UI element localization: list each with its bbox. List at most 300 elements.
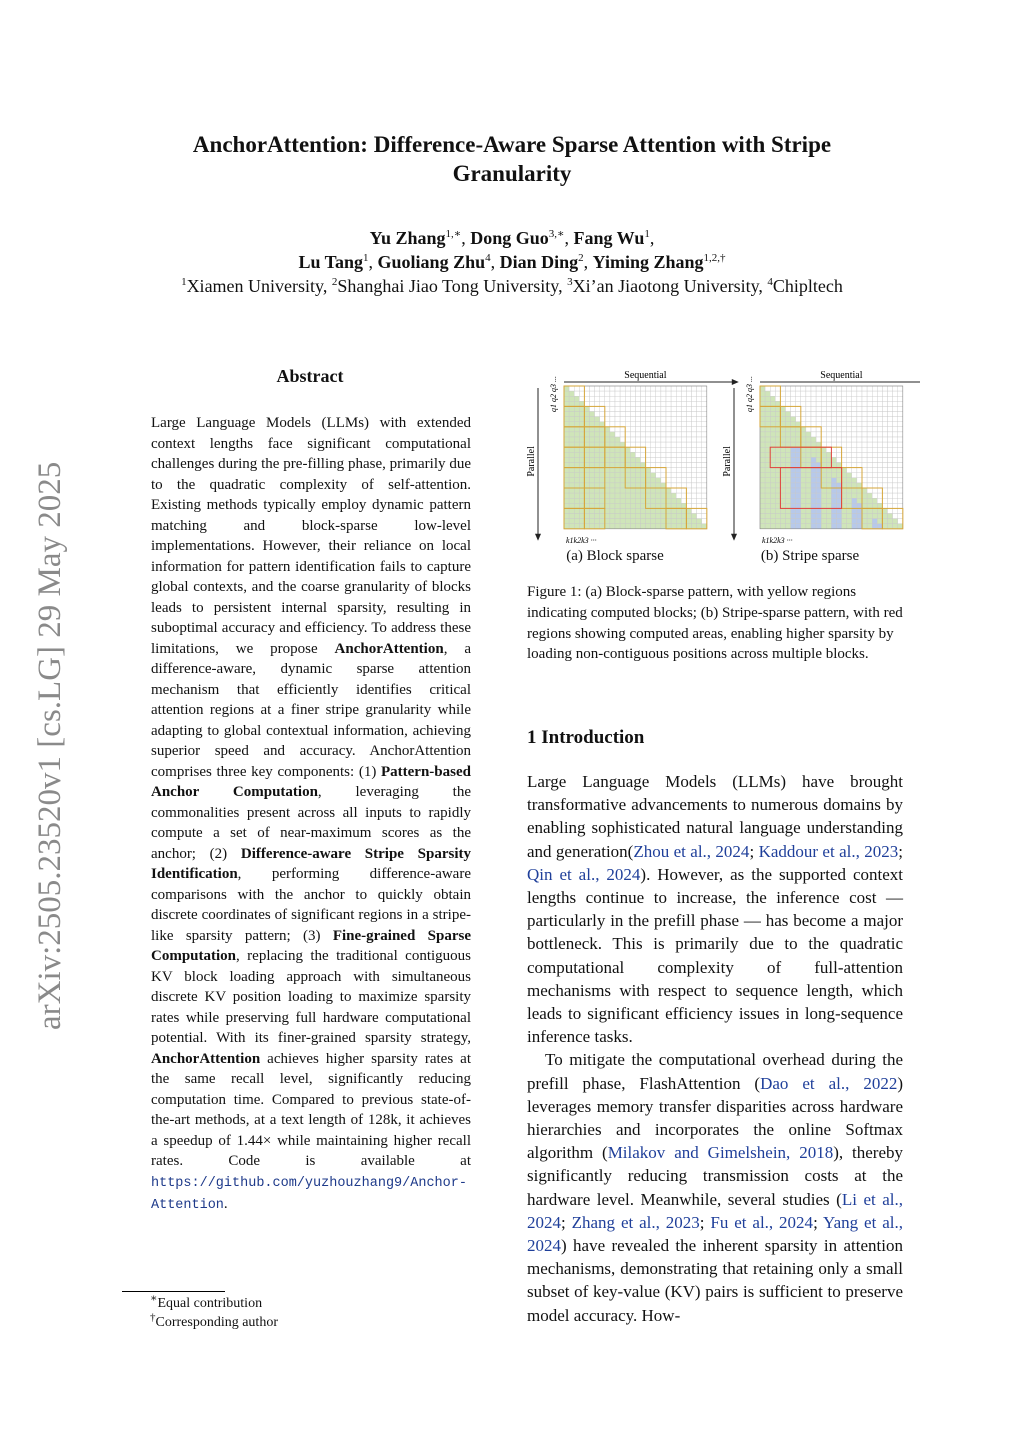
attention-cell xyxy=(857,519,862,524)
attention-cell xyxy=(877,422,882,427)
attention-cell xyxy=(686,519,691,524)
attention-cell xyxy=(821,478,826,483)
attention-cell xyxy=(671,478,676,483)
attention-cell xyxy=(671,483,676,488)
attention-cell xyxy=(801,493,806,498)
attention-cell xyxy=(775,498,780,503)
attention-cell xyxy=(898,473,903,478)
attention-cell xyxy=(666,478,671,483)
attention-cell xyxy=(610,514,615,519)
attention-cell xyxy=(877,488,882,493)
arrow-head xyxy=(731,534,737,541)
attention-cell xyxy=(775,447,780,452)
attention-cell xyxy=(574,498,579,503)
attention-cell xyxy=(584,488,589,493)
attention-cell xyxy=(760,524,765,529)
attention-cell xyxy=(681,442,686,447)
attention-cell xyxy=(686,406,691,411)
abstract-text: Large Language Models (LLMs) with extended context lengths face significant computational challenges during the pre-filling phase, primarily due to the quadratic complexity of self-attention. Existing methods typically employ dynamic pattern matching and block-sparse low-level implementations. However, their reliance on local information for pattern identification fails to capture global contexts, and the coarse granularity of blocks leads to persistent internal sparsity, resulting in suboptimal accuracy and efficiency. To address these limitations, we propose AnchorAttention, a difference-aware, dynamic sparse attention mechanism that efficiently identifies critical attention regions at a finer stripe granularity while adapting to global contextual information, achieving superior speed and accuracy. AnchorAttention comprises three key components: (1) Pattern-based Anchor Computation, leveraging the commonalities present across all inputs to rapidly compute a set of near-maximum scores as the anchor; (2) Difference-aware Stripe Sparsity Identification, performing difference-aware comparisons with the anchor to quickly obtain discrete coordinates of significant regions in a stripe-like sparsity pattern; (3) Fine-grained Sparse Computation, replacing the traditional contiguous KV block loading approach with simultaneous discrete KV position loading to maximize sparsity rates while preserving full hardware computational potential. With its finer-grained sparsity strategy, AnchorAttention achieves higher sparsity rates at the same recall level, significantly reducing computation time. Compared to previous state-of-the-art methods, at a text length of 128k, it achieves a speedup of 1.44× while maintaining higher recall rates. Code is available at https://github.com/yuzhouzhang9/Anchor-Attention. xyxy=(151,415,472,1213)
attention-cell xyxy=(760,442,765,447)
attention-cell xyxy=(786,498,791,503)
attention-cell xyxy=(620,422,625,427)
attention-cell xyxy=(765,524,770,529)
attention-cell xyxy=(877,437,882,442)
attention-cell xyxy=(888,452,893,457)
attention-cell xyxy=(765,442,770,447)
attention-cell xyxy=(697,508,702,513)
attention-cell xyxy=(791,519,796,524)
attention-cell xyxy=(791,417,796,422)
attention-cell xyxy=(676,473,681,478)
attention-cell xyxy=(661,483,666,488)
attention-cell xyxy=(584,452,589,457)
attention-cell xyxy=(641,468,646,473)
attention-cell xyxy=(775,457,780,462)
attention-cell xyxy=(692,396,697,401)
attention-cell xyxy=(686,514,691,519)
attention-cell xyxy=(579,452,584,457)
attention-cell xyxy=(676,457,681,462)
attention-cell xyxy=(770,447,775,452)
attention-cell xyxy=(888,447,893,452)
attention-cell xyxy=(826,417,831,422)
attention-cell xyxy=(857,442,862,447)
attention-cell xyxy=(646,437,651,442)
citation[interactable]: Zhang et al., 2023 xyxy=(571,1212,700,1232)
attention-cell xyxy=(786,437,791,442)
attention-cell xyxy=(826,437,831,442)
attention-cell xyxy=(862,437,867,442)
attention-cell xyxy=(574,503,579,508)
attention-cell xyxy=(791,447,796,452)
attention-cell xyxy=(574,412,579,417)
attention-cell xyxy=(867,498,872,503)
attention-cell xyxy=(862,473,867,478)
attention-cell xyxy=(574,417,579,422)
paper-title: AnchorAttention: Difference-Aware Sparse Attention with Stripe Granularity xyxy=(192,132,832,186)
attention-cell xyxy=(872,422,877,427)
attention-cell xyxy=(816,422,821,427)
attention-cell xyxy=(595,478,600,483)
attention-cell xyxy=(610,519,615,524)
attention-cell xyxy=(837,422,842,427)
attention-cell xyxy=(686,457,691,462)
attention-cell xyxy=(702,412,707,417)
attention-cell xyxy=(656,463,661,468)
attention-cell xyxy=(857,468,862,473)
attention-cell xyxy=(661,401,666,406)
attention-cell xyxy=(595,463,600,468)
attention-cell xyxy=(625,478,630,483)
attention-cell xyxy=(882,406,887,411)
attention-cell xyxy=(888,483,893,488)
attention-cell xyxy=(888,437,893,442)
attention-cell xyxy=(791,473,796,478)
attention-cell xyxy=(765,519,770,524)
attention-cell xyxy=(590,412,595,417)
attention-cell xyxy=(806,483,811,488)
attention-cell xyxy=(630,488,635,493)
attention-cell xyxy=(765,386,770,391)
intro-paragraph: Large Language Models (LLMs) have brought transformative advancements to numerous domains by enabling sophisticated natural language understanding and generation(Zhou et al., 2024; Kaddour et al., 2023; Qin et al., 2024). However, as the supported context lengths continue to increase, the inference cost — particularly in the prefill phase — has become a major bottleneck. This is primarily due to the quadratic computational complexity of full-attention mechanisms with respect to sequence length, which leads to significant efficiency issues in long-sequence inference tasks. xyxy=(527,772,903,1047)
citation[interactable]: Kaddour et al., 2023 xyxy=(758,841,899,861)
attention-cell xyxy=(780,442,785,447)
attention-cell xyxy=(780,508,785,513)
attention-cell xyxy=(615,493,620,498)
attention-cell xyxy=(600,503,605,508)
attention-cell xyxy=(852,432,857,437)
attention-cell xyxy=(796,447,801,452)
attention-cell xyxy=(821,417,826,422)
attention-cell xyxy=(590,396,595,401)
attention-cell xyxy=(898,488,903,493)
attention-cell xyxy=(760,519,765,524)
attention-cell xyxy=(676,514,681,519)
attention-cell xyxy=(893,417,898,422)
attention-cell xyxy=(816,463,821,468)
attention-cell xyxy=(898,437,903,442)
attention-cell xyxy=(686,488,691,493)
attention-cell xyxy=(681,422,686,427)
attention-cell xyxy=(641,401,646,406)
citation[interactable]: Fu et al., 2024 xyxy=(710,1212,814,1232)
attention-cell xyxy=(893,508,898,513)
author-block xyxy=(60,226,964,298)
attention-cell xyxy=(584,473,589,478)
attention-cell xyxy=(770,503,775,508)
attention-cell xyxy=(831,442,836,447)
attention-cell xyxy=(656,473,661,478)
attention-cell xyxy=(590,417,595,422)
attention-cell xyxy=(676,437,681,442)
attention-cell xyxy=(671,442,676,447)
attention-cell xyxy=(646,519,651,524)
attention-cell xyxy=(661,508,666,513)
attention-cell xyxy=(605,478,610,483)
attention-cell xyxy=(686,437,691,442)
attention-cell xyxy=(600,473,605,478)
attention-cell xyxy=(651,463,656,468)
attention-cell xyxy=(852,483,857,488)
attention-cell xyxy=(857,417,862,422)
attention-cell xyxy=(646,386,651,391)
attention-cell xyxy=(837,391,842,396)
attention-cell xyxy=(600,488,605,493)
citation[interactable]: Dao et al., 2022 xyxy=(760,1073,898,1093)
attention-cell xyxy=(862,468,867,473)
attention-cell xyxy=(646,514,651,519)
attention-cell xyxy=(625,396,630,401)
code-link[interactable]: https://github.com/yuzhouzhang9/Anchor-Attention xyxy=(151,1175,467,1213)
attention-cell xyxy=(646,524,651,529)
attention-cell xyxy=(590,391,595,396)
attention-cell xyxy=(780,488,785,493)
attention-cell xyxy=(661,427,666,432)
attention-cell xyxy=(646,493,651,498)
attention-cell xyxy=(590,406,595,411)
attention-cell xyxy=(676,432,681,437)
attention-cell xyxy=(625,386,630,391)
attention-cell xyxy=(681,396,686,401)
attention-cell xyxy=(605,524,610,529)
attention-cell xyxy=(837,493,842,498)
attention-cell xyxy=(686,463,691,468)
attention-cell xyxy=(605,473,610,478)
attention-cell xyxy=(770,498,775,503)
attention-cell xyxy=(770,422,775,427)
attention-cell xyxy=(765,406,770,411)
attention-cell xyxy=(646,406,651,411)
attention-cell xyxy=(852,452,857,457)
attention-cell xyxy=(579,396,584,401)
section-heading-introduction: 1 Introduction xyxy=(527,727,645,748)
attention-cell xyxy=(770,442,775,447)
attention-cell xyxy=(615,401,620,406)
attention-cell xyxy=(867,524,872,529)
attention-cell xyxy=(651,432,656,437)
attention-cell xyxy=(806,447,811,452)
attention-cell xyxy=(765,412,770,417)
attention-cell xyxy=(579,406,584,411)
attention-cell xyxy=(893,498,898,503)
attention-cell xyxy=(625,473,630,478)
attention-cell xyxy=(666,447,671,452)
attention-cell xyxy=(610,417,615,422)
attention-cell xyxy=(590,498,595,503)
attention-cell xyxy=(661,386,666,391)
attention-cell xyxy=(671,432,676,437)
attention-cell xyxy=(697,452,702,457)
citation[interactable]: Yang et al., 2024 xyxy=(527,1212,903,1256)
arxiv-stamp xyxy=(8,0,72,1448)
attention-cell xyxy=(811,406,816,411)
attention-cell xyxy=(775,488,780,493)
attention-cell xyxy=(796,468,801,473)
attention-cell xyxy=(656,406,661,411)
attention-cell xyxy=(847,452,852,457)
attention-cell xyxy=(857,447,862,452)
attention-cell xyxy=(651,524,656,529)
attention-cell xyxy=(600,508,605,513)
author-line-1: Yu Zhang$^{1,∗}$, Dong Guo$^{3,∗}$, Fang Wu$^1$, xyxy=(369,228,655,248)
attention-cell xyxy=(697,483,702,488)
attention-cell xyxy=(811,488,816,493)
attention-cell xyxy=(826,396,831,401)
attention-cell xyxy=(620,503,625,508)
attention-cell xyxy=(635,432,640,437)
attention-cell xyxy=(888,432,893,437)
attention-cell xyxy=(837,406,842,411)
attention-cell xyxy=(610,437,615,442)
attention-cell xyxy=(564,442,569,447)
attention-cell xyxy=(826,391,831,396)
attention-cell xyxy=(595,427,600,432)
attention-cell xyxy=(635,478,640,483)
attention-cell xyxy=(806,457,811,462)
attention-cell xyxy=(635,524,640,529)
attention-cell xyxy=(893,437,898,442)
attention-cell xyxy=(760,463,765,468)
attention-cell xyxy=(872,432,877,437)
attention-cell xyxy=(641,412,646,417)
attention-cell xyxy=(579,442,584,447)
attention-cell xyxy=(852,493,857,498)
attention-cell xyxy=(610,478,615,483)
attention-cell xyxy=(775,427,780,432)
attention-cell xyxy=(651,391,656,396)
attention-cell xyxy=(898,386,903,391)
citation[interactable]: Qin et al., 2024 xyxy=(527,864,641,884)
attention-cell xyxy=(898,519,903,524)
attention-cell xyxy=(661,498,666,503)
attention-cell xyxy=(676,463,681,468)
attention-cell xyxy=(635,498,640,503)
attention-cell xyxy=(877,391,882,396)
attention-cell xyxy=(635,483,640,488)
attention-cell xyxy=(564,488,569,493)
attention-cell xyxy=(702,422,707,427)
attention-cell xyxy=(697,406,702,411)
attention-cell xyxy=(641,478,646,483)
attention-cell xyxy=(898,508,903,513)
attention-cell xyxy=(780,473,785,478)
attention-cell xyxy=(610,396,615,401)
attention-cell xyxy=(584,437,589,442)
attention-cell xyxy=(697,493,702,498)
attention-cell xyxy=(775,417,780,422)
citation[interactable]: Li et al., 2024 xyxy=(527,1189,903,1232)
attention-cell xyxy=(816,452,821,457)
attention-cell xyxy=(661,406,666,411)
attention-cell xyxy=(574,437,579,442)
attention-cell xyxy=(811,503,816,508)
attention-cell xyxy=(692,437,697,442)
attention-cell xyxy=(867,437,872,442)
citation[interactable]: Zhou et al., 2024 xyxy=(633,841,750,861)
attention-cell xyxy=(574,524,579,529)
attention-cell xyxy=(796,457,801,462)
attention-cell xyxy=(610,473,615,478)
attention-cell xyxy=(877,498,882,503)
attention-cell xyxy=(692,493,697,498)
attention-cell xyxy=(702,473,707,478)
attention-cell xyxy=(811,514,816,519)
attention-cell xyxy=(770,463,775,468)
attention-cell xyxy=(882,468,887,473)
attention-cell xyxy=(862,478,867,483)
attention-cell xyxy=(831,457,836,462)
attention-cell xyxy=(786,406,791,411)
attention-cell xyxy=(862,483,867,488)
attention-cell xyxy=(877,432,882,437)
attention-cell xyxy=(584,514,589,519)
attention-cell xyxy=(801,417,806,422)
attention-cell xyxy=(574,427,579,432)
attention-cell xyxy=(595,483,600,488)
attention-cell xyxy=(816,478,821,483)
attention-cell xyxy=(671,396,676,401)
attention-cell xyxy=(852,463,857,468)
attention-cell xyxy=(635,447,640,452)
attention-cell xyxy=(615,432,620,437)
attention-cell xyxy=(821,412,826,417)
attention-cell xyxy=(811,422,816,427)
abstract-heading: Abstract xyxy=(276,366,344,386)
attention-cell xyxy=(651,457,656,462)
attention-cell xyxy=(635,468,640,473)
attention-cell xyxy=(882,391,887,396)
attention-cell xyxy=(641,406,646,411)
attention-cell xyxy=(671,488,676,493)
attention-cell xyxy=(595,503,600,508)
attention-cell xyxy=(702,427,707,432)
attention-cell xyxy=(842,396,847,401)
attention-cell xyxy=(666,493,671,498)
attention-cell xyxy=(842,457,847,462)
attention-cell xyxy=(806,427,811,432)
attention-cell xyxy=(579,473,584,478)
attention-cell xyxy=(882,437,887,442)
attention-cell xyxy=(893,483,898,488)
attention-cell xyxy=(646,483,651,488)
attention-cell xyxy=(579,417,584,422)
attention-cell xyxy=(842,463,847,468)
attention-cell xyxy=(579,488,584,493)
attention-cell xyxy=(676,391,681,396)
attention-cell xyxy=(816,417,821,422)
attention-cell xyxy=(595,452,600,457)
attention-cell xyxy=(620,442,625,447)
attention-cell xyxy=(584,468,589,473)
attention-cell xyxy=(811,427,816,432)
attention-cell xyxy=(605,508,610,513)
attention-cell xyxy=(605,483,610,488)
attention-cell xyxy=(765,503,770,508)
attention-cell xyxy=(821,503,826,508)
attention-cell xyxy=(816,519,821,524)
attention-cell xyxy=(791,524,796,529)
citation[interactable]: Milakov and Gimelshein, 2018 xyxy=(607,1143,834,1163)
attention-cell xyxy=(837,401,842,406)
attention-cell xyxy=(676,498,681,503)
attention-cell xyxy=(630,412,635,417)
attention-cell xyxy=(811,493,816,498)
attention-cell xyxy=(600,406,605,411)
attention-cell xyxy=(872,488,877,493)
attention-cell xyxy=(831,406,836,411)
attention-cell xyxy=(651,406,656,411)
attention-cell xyxy=(590,524,595,529)
attention-cell xyxy=(796,432,801,437)
attention-cell xyxy=(888,457,893,462)
attention-cell xyxy=(877,514,882,519)
attention-cell xyxy=(888,406,893,411)
attention-cell xyxy=(630,422,635,427)
attention-cell xyxy=(816,386,821,391)
stripe-sparse-panel xyxy=(722,370,920,545)
attention-cell xyxy=(770,483,775,488)
attention-cell xyxy=(786,514,791,519)
attention-cell xyxy=(676,493,681,498)
attention-cell xyxy=(872,391,877,396)
attention-cell xyxy=(574,447,579,452)
attention-cell xyxy=(569,463,574,468)
attention-cell xyxy=(656,493,661,498)
attention-cell xyxy=(867,493,872,498)
attention-cell xyxy=(641,432,646,437)
attention-cell xyxy=(605,386,610,391)
attention-cell xyxy=(661,432,666,437)
